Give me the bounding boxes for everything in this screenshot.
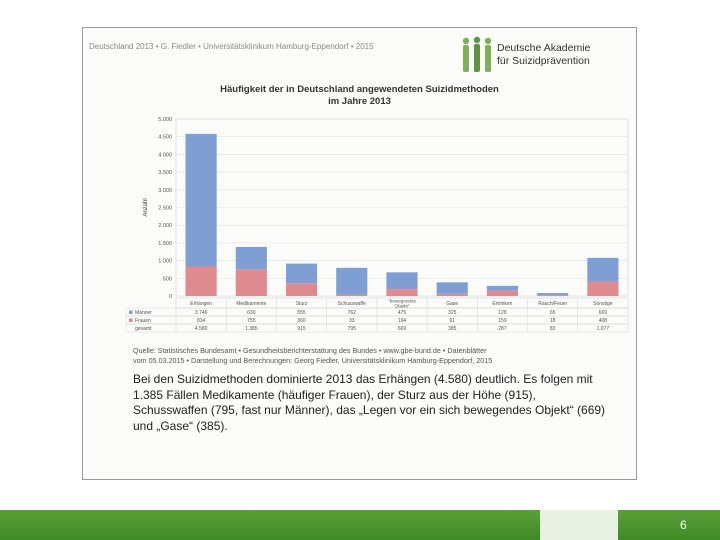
legend-label: Männer xyxy=(135,310,152,316)
x-tick-label: Erhängen xyxy=(190,301,212,307)
summary-text: Bei den Suizidmethoden dominierte 2013 das Erhängen (4.580) deutlich. Es folgen mit 1.385 Fällen Medikamente (häufiger Frauen), der Sturz aus der Höhe (915), Schusswaffen (795, fast nur Männer), das „Legen vor ein sich bewegendes Objekt“ (669) und „Gase“ (385). xyxy=(133,372,606,433)
chart-title-line-1: Häufigkeit der in Deutschland angewendeten Suizidmethoden xyxy=(220,84,499,95)
data-label: 325 xyxy=(448,310,457,316)
source-line-1: Quelle: Statistisches Bundesamt • Gesundheitsberichterstattung des Bundes • www.gbe-bund.de • Datenblätter xyxy=(133,346,487,355)
data-label: 755 xyxy=(247,318,256,324)
bar-frauen xyxy=(286,283,317,296)
x-tick-label: Gase xyxy=(446,301,459,307)
data-label: 669 xyxy=(397,326,407,332)
x-tick-label: Rauch/Feuer xyxy=(538,301,568,307)
logo-line-2: für Suizidprävention xyxy=(497,55,590,67)
x-tick-label: Sonstige xyxy=(593,301,613,307)
data-label: 1.385 xyxy=(245,326,258,332)
source-note xyxy=(133,346,613,365)
page-number: 6 xyxy=(680,518,687,532)
y-tick-label: 2.000 xyxy=(158,223,172,230)
data-label: 33 xyxy=(348,318,355,324)
bar-frauen xyxy=(386,289,417,296)
x-tick-label: Schusswaffe xyxy=(337,301,366,307)
data-label: 83 xyxy=(549,326,556,332)
bar-maenner xyxy=(386,272,417,289)
chart-title-line-2: im Jahre 2013 xyxy=(328,95,391,107)
x-tick-label: Ertrinken xyxy=(492,301,513,307)
data-label: 18 xyxy=(549,318,556,324)
bar-frauen xyxy=(336,295,367,296)
y-tick-label: 5.000 xyxy=(158,117,172,123)
data-label: 669 xyxy=(598,310,608,316)
data-label: 3.746 xyxy=(194,310,208,316)
data-label: 915 xyxy=(297,326,306,332)
bar-maenner xyxy=(186,134,217,267)
bar-frauen xyxy=(437,294,468,296)
x-tick-label: Sturz xyxy=(295,301,308,307)
bar-frauen xyxy=(537,295,568,296)
x-tick-label: Objekt" xyxy=(394,303,410,309)
y-tick-label: 1.500 xyxy=(158,240,172,247)
y-tick-label: 3.500 xyxy=(158,170,172,177)
bar-maenner xyxy=(487,286,518,291)
scanned-figure xyxy=(82,27,637,480)
data-label: 128 xyxy=(498,310,507,316)
data-label: 1.077 xyxy=(596,326,610,332)
bar-maenner xyxy=(236,247,267,269)
data-label: 194 xyxy=(397,318,407,324)
legend-label: gesamt xyxy=(135,326,152,332)
bar-frauen xyxy=(186,266,217,296)
x-tick-label: Medikamente xyxy=(236,301,267,307)
data-label: 555 xyxy=(297,310,306,316)
bar-maenner xyxy=(437,282,468,294)
data-label: 287 xyxy=(498,326,507,332)
data-label: 360 xyxy=(297,318,306,324)
bar-frauen xyxy=(587,282,618,296)
data-label: 159 xyxy=(498,318,507,324)
logo-line-1: Deutsche Akademie xyxy=(497,42,591,54)
data-label: 762 xyxy=(347,310,356,316)
data-label: 795 xyxy=(347,326,356,332)
data-label: 630 xyxy=(247,310,256,316)
bar-frauen xyxy=(236,269,267,296)
bar-maenner xyxy=(286,264,317,284)
y-tick-label: 0 xyxy=(168,294,172,300)
y-axis-label: Anzahl xyxy=(143,198,149,217)
y-tick-label: 1.000 xyxy=(158,258,172,265)
bar-maenner xyxy=(537,293,568,295)
x-tick-label: "bewegendes xyxy=(388,298,416,304)
legend-label: Frauen xyxy=(135,318,151,324)
bar-maenner xyxy=(587,258,618,282)
bar-maenner xyxy=(336,268,367,295)
source-line-2: vom 05.03.2015 • Darstellung und Berechnungen: Georg Fiedler, Universitätsklinikum Hamburg-Eppendorf, 2015 xyxy=(133,355,493,365)
y-tick-label: 3.000 xyxy=(158,187,172,194)
bar-chart xyxy=(83,28,638,348)
y-tick-label: 500 xyxy=(162,276,172,283)
legend-swatch xyxy=(129,311,133,315)
bar-frauen xyxy=(487,290,518,296)
data-label: 385 xyxy=(448,326,457,332)
data-label: 408 xyxy=(598,318,608,324)
data-label: 475 xyxy=(397,310,407,316)
data-label: 65 xyxy=(549,310,556,316)
legend-swatch xyxy=(129,319,133,323)
y-tick-label: 4.000 xyxy=(158,152,172,159)
footer-highlight xyxy=(540,510,618,540)
data-label: 61 xyxy=(449,318,456,324)
y-tick-label: 2.500 xyxy=(158,205,172,212)
data-label: 4.580 xyxy=(194,326,208,332)
header-caption: Deutschland 2013 • G. Fiedler • Universitätsklinikum Hamburg-Eppendorf • 2015 xyxy=(89,42,374,51)
y-tick-label: 4.500 xyxy=(158,134,172,141)
data-label: 834 xyxy=(196,318,206,324)
